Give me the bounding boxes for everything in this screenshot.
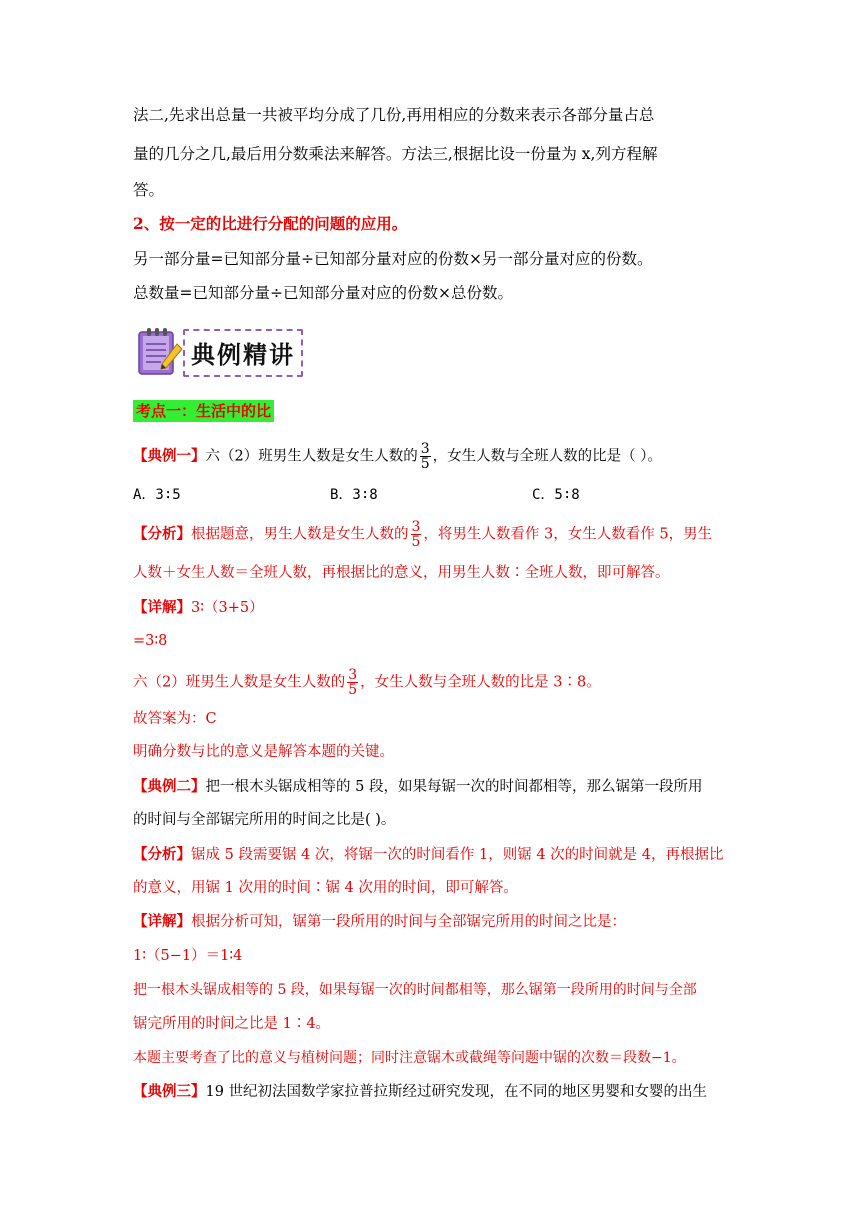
ex1-answer: 故答案为：C <box>133 711 217 727</box>
frac-numerator: 3 <box>420 441 430 457</box>
ex2-detail-line-4: 锯完所用的时间之比是 1∶4。 <box>133 1016 331 1032</box>
ex1-option-a: A．3∶5 <box>133 487 181 503</box>
intro-line-3: 答。 <box>133 181 165 199</box>
frac-denominator: 5 <box>420 456 430 472</box>
ex2-detail-line-3: 把一根木头锯成相等的 5 段，如果每锯一次的时间都相等，那么锯第一段所用的时间与全部 <box>133 982 697 998</box>
ex1-note: 明确分数与比的意义是解答本题的关键。 <box>133 744 394 760</box>
ex2-question-line-2: 的时间与全部锯完所用的时间之比是( )。 <box>133 812 396 828</box>
frac-numerator: 3 <box>411 519 421 535</box>
ex1-detail-tag: 【详解】 <box>133 599 191 616</box>
intro-line-1: 法二,先求出总量一共被平均分成了几份,再用相应的分数来表示各部分量占总 <box>133 106 655 124</box>
ex1-q-post: ，女生人数与全班人数的比是（ ）。 <box>432 448 663 465</box>
ex1-option-b: B．3∶8 <box>330 487 378 503</box>
ex2-detail-text: 根据分析可知，锯第一段所用的时间与全部锯完所用的时间之比是： <box>191 914 626 930</box>
intro-line-2: 量的几分之几,最后用分数乘法来解答。方法三,根据比设一份量为 x,列方程解 <box>133 145 658 163</box>
ex1-analysis-post: ，将男生人数看作 3，女生人数看作 5，男生 <box>423 526 713 543</box>
ex3-q-text: 19 世纪初法国数学家拉普拉斯经过研究发现，在不同的地区男婴和女婴的出生 <box>205 1084 708 1100</box>
ex2-analysis-text: 锯成 5 段需要锯 4 次，将锯一次的时间看作 1，则锯 4 次的时间就是 4，再根据比 <box>191 847 724 863</box>
ex3-tag: 【典例三】 <box>133 1083 206 1100</box>
frac-denominator: 5 <box>411 534 421 550</box>
ex1-analysis-line-2: 人数＋女生人数＝全班人数，再根据比的意义，用男生人数∶全班人数，即可解答。 <box>133 565 670 581</box>
ex1-detail-3-post: ，女生人数与全班人数的比是 3∶8。 <box>360 674 601 691</box>
notepad-pencil-icon <box>133 326 185 378</box>
ex1-q-fraction <box>420 442 431 471</box>
ex1-option-c: C．5∶8 <box>532 487 580 503</box>
ex1-detail-line-2: =3∶8 <box>133 633 168 649</box>
ex1-question <box>133 442 662 471</box>
ex2-detail-line-2: 1∶（5−1）＝1∶4 <box>133 948 243 964</box>
ex1-detail-text: 3∶（3+5） <box>191 600 264 616</box>
ex1-detail-3-pre: 六（2）班男生人数是女生人数的 <box>133 674 346 691</box>
ex2-detail-tag: 【详解】 <box>133 913 191 930</box>
formula-total: 总数量=已知部分量÷已知部分量对应的份数×总份数。 <box>133 284 513 302</box>
ex2-analysis-tag: 【分析】 <box>133 846 191 863</box>
ex1-analysis-tag: 【分析】 <box>133 525 191 543</box>
ex1-detail-line-3 <box>133 668 601 697</box>
frac-denominator: 5 <box>348 682 358 698</box>
ex1-analysis-fraction <box>411 520 422 549</box>
ex1-analysis-pre: 根据题意，男生人数是女生人数的 <box>191 526 409 543</box>
ex1-q-pre: 六（2）班男生人数是女生人数的 <box>205 448 418 465</box>
ex2-tag: 【典例二】 <box>133 778 206 795</box>
ex1-detail-fraction <box>347 668 358 697</box>
ex2-detail-line-1 <box>133 912 626 932</box>
section-badge <box>133 326 303 378</box>
ex1-detail-line-1 <box>133 598 264 618</box>
frac-numerator: 3 <box>348 667 358 683</box>
formula-other-part: 另一部分量=已知部分量÷已知部分量对应的份数×另一部分量对应的份数。 <box>133 250 653 268</box>
badge-title: 典例精讲 <box>191 340 295 369</box>
ex2-analysis-line-2: 的意义，用锯 1 次用的时间∶锯 4 次用的时间，即可解答。 <box>133 880 518 896</box>
ex2-question-line-1 <box>133 777 702 797</box>
ex3-question-line-1 <box>133 1082 707 1102</box>
heading-ratio-distribution: 2、按一定的比进行分配的问题的应用。 <box>133 214 408 233</box>
kaodian-label: 考点一：生活中的比 <box>133 400 274 422</box>
ex2-note: 本题主要考查了比的意义与植树问题；同时注意锯木或截绳等问题中锯的次数＝段数−1。 <box>133 1050 686 1066</box>
ex1-analysis-line-1 <box>133 520 712 549</box>
ex2-analysis-line-1 <box>133 845 724 865</box>
ex2-q-text: 把一根木头锯成相等的 5 段，如果每锯一次的时间都相等，那么锯第一段所用 <box>205 779 703 795</box>
ex1-tag: 【典例一】 <box>133 447 206 465</box>
